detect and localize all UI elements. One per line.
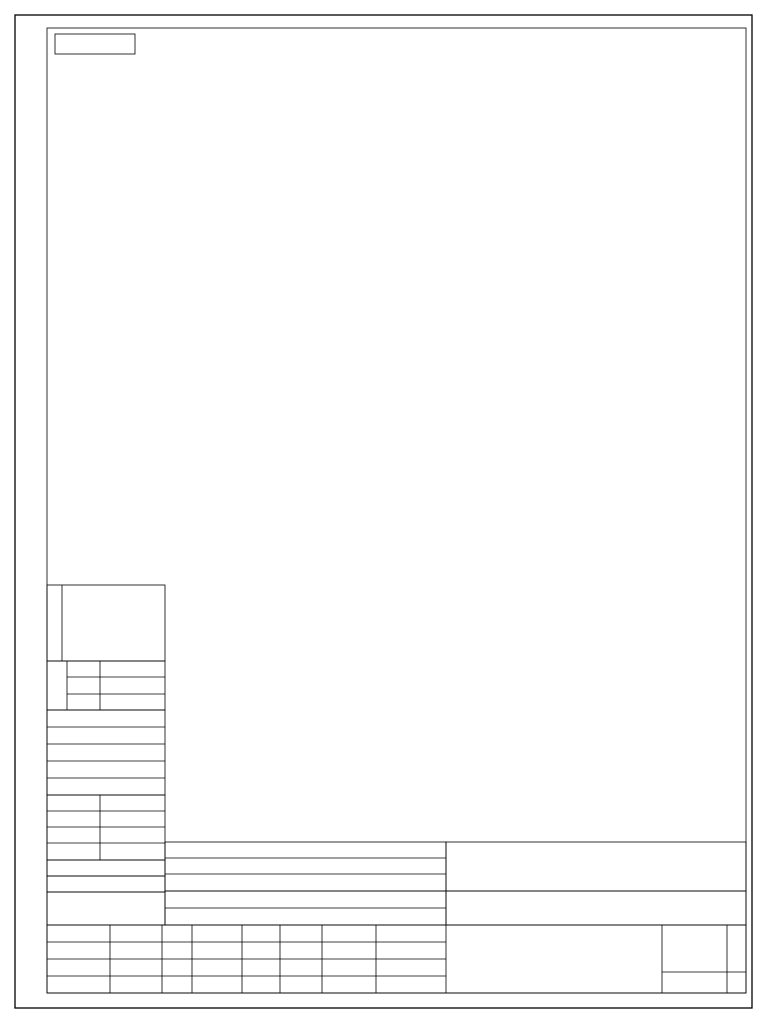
- depth-table: [47, 795, 165, 860]
- paint-cell: [47, 585, 165, 661]
- reference-notes: [165, 842, 446, 925]
- customer-block: [446, 842, 746, 891]
- sheet-outer-border: [15, 15, 752, 1008]
- drawing-no-box: [55, 34, 135, 54]
- company-block: [446, 891, 746, 925]
- spec-table: [47, 585, 165, 925]
- cable-entry-cell: [47, 661, 165, 710]
- title-block: [47, 925, 746, 993]
- sheet-inner-border: [47, 28, 746, 993]
